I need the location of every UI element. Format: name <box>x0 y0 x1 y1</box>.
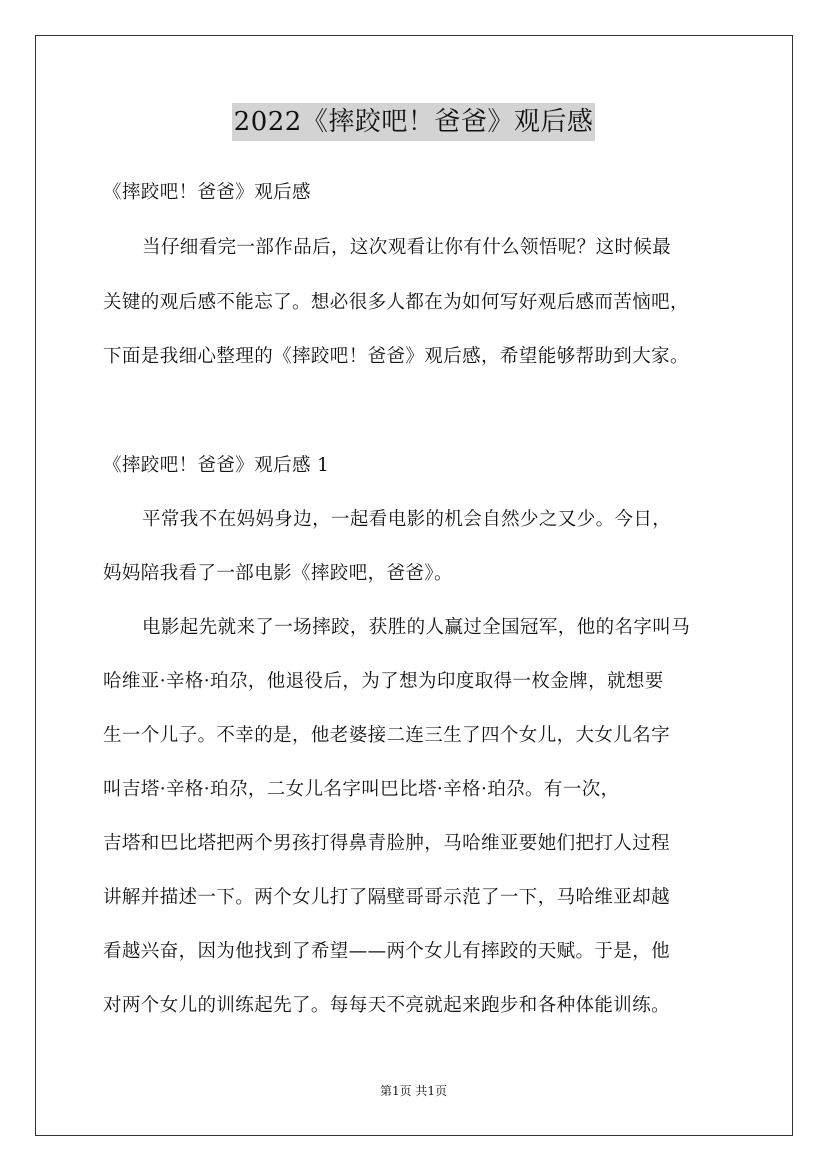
subtitle: 《摔跤吧！爸爸》观后感 <box>103 182 311 203</box>
intro-line: 关键的观后感不能忘了。想必很多人都在为如何写好观后感而苦恼吧， <box>103 292 689 313</box>
section-heading: 《摔跤吧！爸爸》观后感 1 <box>103 455 330 476</box>
paragraph-line: 讲解并描述一下。两个女儿打了隔壁哥哥示范了一下，马哈维亚却越 <box>103 887 671 908</box>
title-container <box>0 103 827 141</box>
paragraph-line: 叫吉塔·辛格·珀尕，二女儿名字叫巴比塔·辛格·珀尕。有一次， <box>103 779 620 800</box>
paragraph-line: 哈维亚·辛格·珀尕，他退役后，为了想为印度取得一枚金牌，就想要 <box>103 671 664 692</box>
intro-line: 当仔细看完一部作品后，这次观看让你有什么领悟呢？这时候最 <box>142 237 672 258</box>
paragraph-line: 吉塔和巴比塔把两个男孩打得鼻青脸肿，马哈维亚要她们把打人过程 <box>103 833 671 854</box>
page-footer: 第1页 共1页 <box>379 1084 448 1098</box>
paragraph-line: 妈妈陪我看了一部电影《摔跤吧，爸爸》。 <box>103 563 453 584</box>
document-title: 2022《摔跤吧！爸爸》观后感 <box>232 103 596 141</box>
paragraph-line: 平常我不在妈妈身边，一起看电影的机会自然少之又少。今日， <box>142 509 672 530</box>
paragraph-line: 对两个女儿的训练起先了。每每天不亮就起来跑步和各种体能训练。 <box>103 995 671 1016</box>
paragraph-line: 看越兴奋，因为他找到了希望——两个女儿有摔跤的天赋。于是，他 <box>103 941 671 962</box>
paragraph-line: 生一个儿子。不幸的是，他老婆接二连三生了四个女儿，大女儿名字 <box>103 725 671 746</box>
intro-line: 下面是我细心整理的《摔跤吧！爸爸》观后感，希望能够帮助到大家。 <box>103 346 689 367</box>
paragraph-line: 电影起先就来了一场摔跤，获胜的人赢过全国冠军，他的名字叫马 <box>142 617 691 638</box>
